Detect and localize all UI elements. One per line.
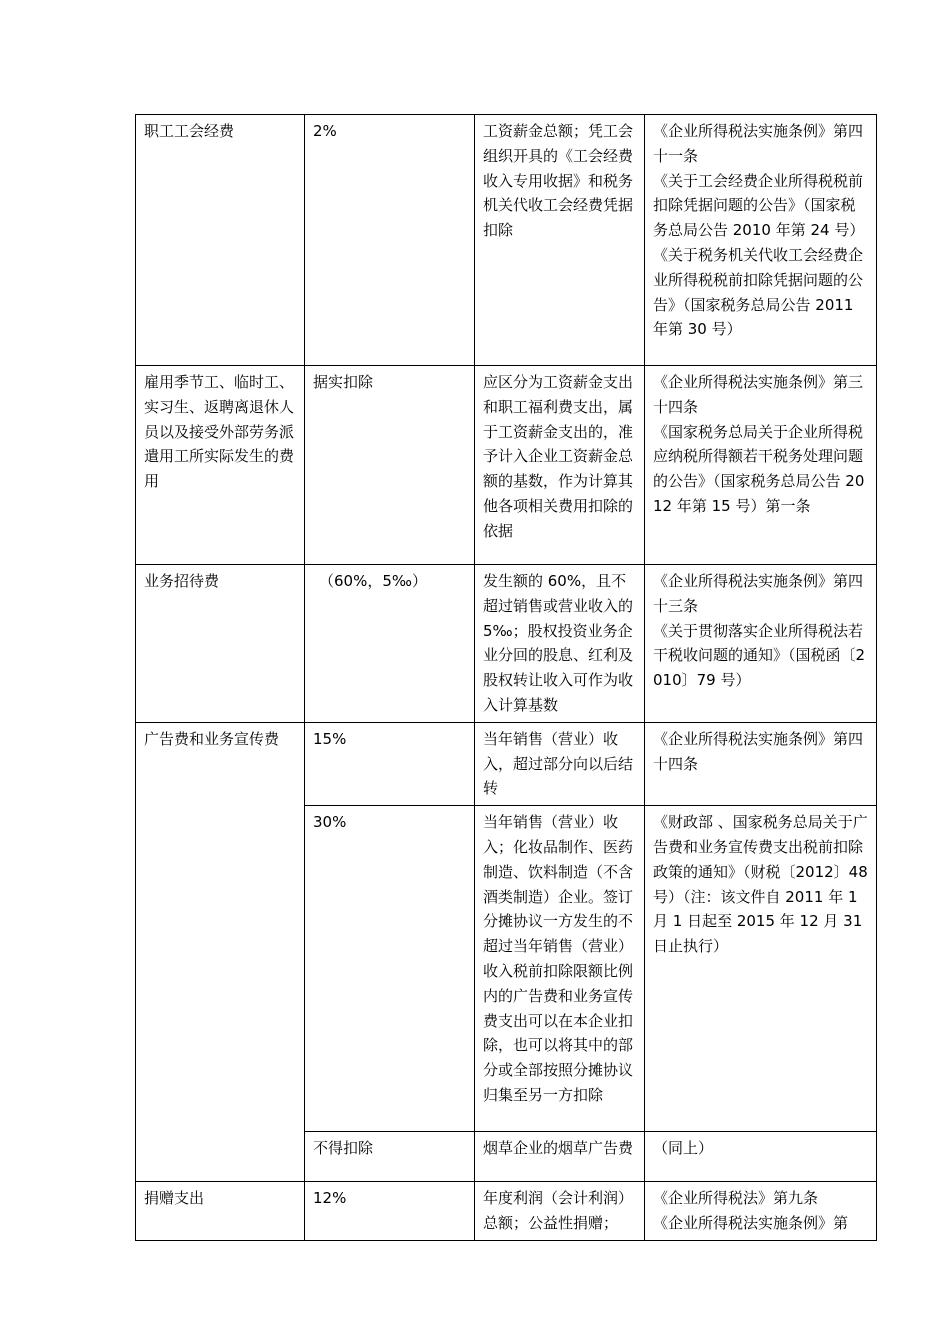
reference-line: 《国家税务总局关于企业所得税应纳税所得额若干税务处理问题的公告》（国家税务总局公告 2012 年第 15 号）第一条 xyxy=(653,422,865,515)
table-row xyxy=(136,565,877,723)
reference-cell xyxy=(645,806,877,1132)
table-row xyxy=(136,115,877,366)
ratio-cell: 不得扣除 xyxy=(305,1132,475,1182)
ratio-cell: 12% xyxy=(305,1182,475,1241)
reference-cell xyxy=(645,1132,877,1182)
basis-cell: 当年销售（营业）收入；化妆品制作、医药制造、饮料制造（不含酒类制造）企业。签订分摊协议一方发生的不超过当年销售（营业）收入税前扣除限额比例内的广告费和业务宣传费支出可以在本企业扣除，也可以将其中的部分或全部按照分摊协议归集至另一方扣除 xyxy=(475,806,645,1132)
reference-line: 《关于工会经费企业所得税税前扣除凭据问题的公告》（国家税务总局公告 2010 年第 24 号） xyxy=(653,171,865,240)
item-cell: 职工工会经费 xyxy=(136,115,305,366)
basis-cell: 烟草企业的烟草广告费 xyxy=(475,1132,645,1182)
table-row xyxy=(136,366,877,565)
reference-cell xyxy=(645,565,877,723)
basis-cell: 年度利润（会计利润）总额；公益性捐赠； xyxy=(475,1182,645,1241)
basis-cell: 发生额的 60%，且不超过销售或营业收入的 5‰；股权投资业务企业分回的股息、红利及股权转让收入可作为收入计算基数 xyxy=(475,565,645,723)
reference-line: 《关于贯彻落实企业所得税法若干税收问题的通知》（国税函〔2010〕79 号） xyxy=(653,621,866,690)
item-cell: 广告费和业务宣传费 xyxy=(136,722,305,1181)
reference-line: 《企业所得税法实施条例》第 xyxy=(653,1213,849,1232)
table-row xyxy=(136,722,877,805)
reference-line: 《企业所得税法实施条例》第四十三条 xyxy=(653,572,864,615)
basis-cell: 工资薪金总额；凭工会组织开具的《工会经费收入专用收据》和税务机关代收工会经费凭据扣除 xyxy=(475,115,645,366)
reference-line: 《财政部 、国家税务总局关于广告费和业务宣传费支出税前扣除政策的通知》（财税〔2012〕48 号）（注：该文件自 2011 年 1 月 1 日起至 2015 年 12 月 31 日止执行） xyxy=(653,813,868,956)
reference-cell xyxy=(645,1182,877,1241)
ratio-cell: 据实扣除 xyxy=(305,366,475,565)
reference-line: 《企业所得税法实施条例》第四十四条 xyxy=(653,729,864,773)
reference-line: （同上） xyxy=(653,1139,714,1158)
reference-cell xyxy=(645,366,877,565)
table-row xyxy=(136,1182,877,1241)
reference-cell xyxy=(645,115,877,366)
reference-line: 《企业所得税法》第九条 xyxy=(653,1189,819,1208)
reference-line: 《企业所得税法实施条例》第三十四条 xyxy=(653,373,864,416)
ratio-cell: 2% xyxy=(305,115,475,366)
ratio-cell: （60%，5‰） xyxy=(305,565,475,723)
basis-cell: 当年销售（营业）收入，超过部分向以后结转 xyxy=(475,722,645,805)
item-cell: 雇用季节工、临时工、实习生、返聘离退休人员以及接受外部劳务派遣用工所实际发生的费用 xyxy=(136,366,305,565)
item-cell: 业务招待费 xyxy=(136,565,305,723)
deduction-table xyxy=(135,114,877,1241)
item-cell: 捐赠支出 xyxy=(136,1182,305,1241)
reference-line: 《关于税务机关代收工会经费企业所得税税前扣除凭据问题的公告》（国家税务总局公告 2011 年第 30 号） xyxy=(653,245,864,339)
basis-cell: 应区分为工资薪金支出和职工福利费支出，属于工资薪金支出的，准予计入企业工资薪金总额的基数，作为计算其他各项相关费用扣除的依据 xyxy=(475,366,645,565)
reference-cell xyxy=(645,722,877,805)
ratio-cell: 15% xyxy=(305,722,475,805)
ratio-cell: 30% xyxy=(305,806,475,1132)
reference-line: 《企业所得税法实施条例》第四十一条 xyxy=(653,122,864,165)
